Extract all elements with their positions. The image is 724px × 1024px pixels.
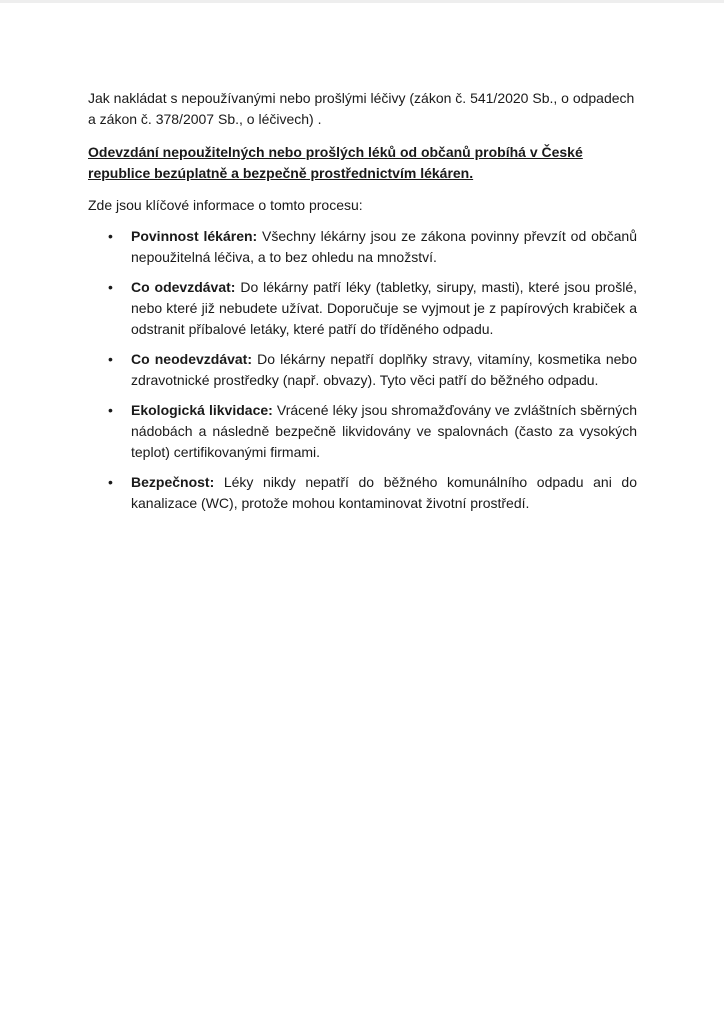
point-text: Vrácené léky jsou shromažďovány ve zvláštních sběrných nádobách a následně bezpečně likvidovány ve spalovnách (často za vysokých teplot) certifikovanými firmami. <box>131 402 638 460</box>
point-text: Do lékárny patří léky (tabletky, sirupy, masti), které jsou prošlé, nebo které již nebudete užívat. Doporučuje se vyjmout je z papírových krabiček a odstranit příbalové letáky, které patří do tříděného odpadu. <box>131 279 638 337</box>
highlight-paragraph: Odevzdání nepoužitelných nebo prošlých léků od občanů probíhá v České republice bezúplatně a bezpečně prostřednictvím lékáren. <box>88 144 583 181</box>
lead-paragraph: Zde jsou klíčové informace o tomto procesu: <box>88 197 363 213</box>
point-term: Bezpečnost: <box>131 474 215 490</box>
point-term: Povinnost lékáren: <box>131 228 258 244</box>
point-text: Do lékárny nepatří doplňky stravy, vitamíny, kosmetika nebo zdravotnické prostředky (např. obvazy). Tyto věci patří do běžného odpadu. <box>131 351 637 388</box>
list-item <box>88 277 637 340</box>
point-term: Co neodevzdávat: <box>131 351 253 367</box>
point-text: Všechny lékárny jsou ze zákona povinny převzít od občanů nepoužitelná léčiva, a to bez ohledu na množství. <box>131 228 638 265</box>
point-text: Léky nikdy nepatří do běžného komunálního odpadu ani do kanalizace (WC), protože mohou kontaminovat životní prostředí. <box>131 474 637 511</box>
page-top-edge <box>0 0 724 3</box>
bullet-icon: • <box>108 351 113 367</box>
list-item <box>88 400 637 463</box>
point-term: Ekologická likvidace: <box>131 402 273 418</box>
bullet-icon: • <box>108 228 113 244</box>
list-item <box>88 226 637 268</box>
bullet-icon: • <box>108 402 113 418</box>
bullet-icon: • <box>108 474 113 490</box>
list-item <box>88 349 637 391</box>
bullet-icon: • <box>108 279 113 295</box>
list-item <box>88 472 637 514</box>
point-term: Co odevzdávat: <box>131 279 236 295</box>
document-body <box>88 88 637 523</box>
intro-paragraph: Jak nakládat s nepoužívanými nebo prošlými léčivy (zákon č. 541/2020 Sb., o odpadech a zákon č. 378/2007 Sb., o léčivech) . <box>88 90 635 127</box>
key-points-list <box>88 226 637 514</box>
